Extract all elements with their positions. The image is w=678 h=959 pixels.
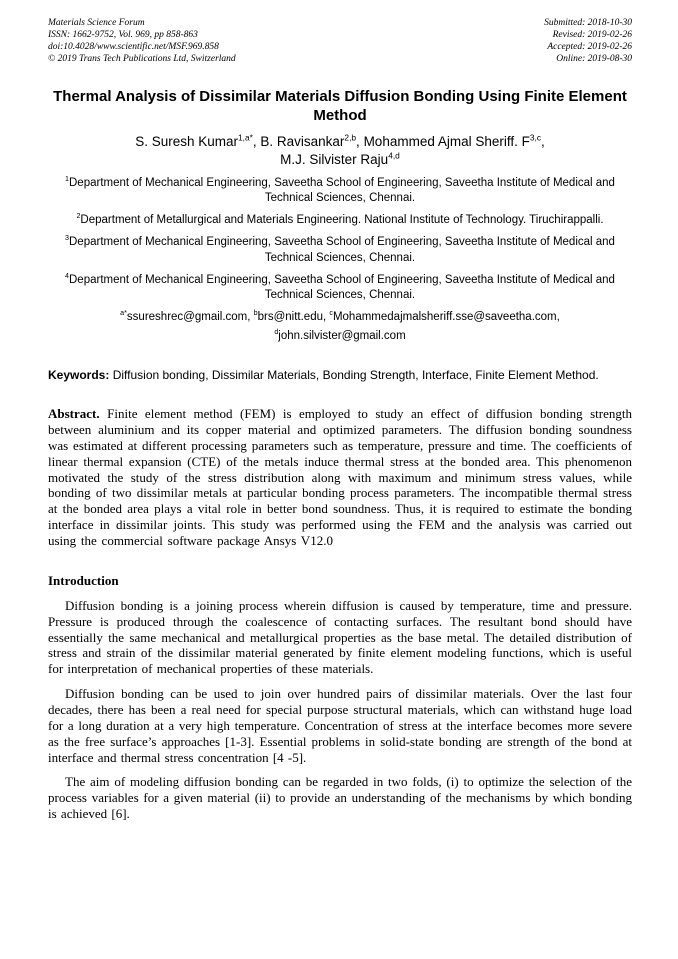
email-marker: a* <box>120 309 127 318</box>
author-affiliation-marker: 4,d <box>388 150 400 161</box>
keywords-block <box>48 368 632 384</box>
email-address: ssureshrec@gmail.com, <box>126 311 251 324</box>
doi-line: doi:10.4028/www.scientific.net/MSF.969.858 <box>48 41 219 52</box>
affiliation-text: Department of Mechanical Engineering, Saveetha School of Engineering, Saveetha Institute of Medical and Technical Sciences, Chennai. <box>69 236 615 264</box>
authors-line-1 <box>48 133 632 151</box>
introduction-paragraph-1: Diffusion bonding is a joining process wherein diffusion is caused by temperature, time and pressure. Pressure is produced through the coalescence of contacting surfaces. The resultant bond should have essentially the same mechanical and metallurgical properties as the base metal. The detailed distribution of stress and strain of the dissimilar material generated by finite element modeling functions, which is useful for interpretation of mechanical properties of these materials. <box>48 597 632 677</box>
revised-date: Revised: 2019-02-26 <box>552 29 632 40</box>
abstract-label: Abstract. <box>48 406 100 422</box>
copyright-line: © 2019 Trans Tech Publications Ltd, Switzerland <box>48 53 236 64</box>
author-name: S. Suresh Kumar <box>135 133 238 149</box>
email-address: john.silvister@gmail.com <box>278 330 406 343</box>
author-affiliation-marker: 3,c <box>529 132 542 142</box>
journal-name: Materials Science Forum <box>48 18 145 28</box>
affiliation-4 <box>48 273 632 303</box>
issn-volume-pages: ISSN: 1662-9752, Vol. 969, pp 858-863 <box>48 29 198 40</box>
authors-line-2 <box>48 151 632 169</box>
affiliation-text: Department of Mechanical Engineering, Saveetha School of Engineering, Saveetha Institute of Medical and Technical Sciences, Chennai. <box>69 273 615 301</box>
authors-block <box>48 133 632 169</box>
author-name: Mohammed Ajmal Sheriff. F <box>363 133 530 149</box>
affiliation-marker: 3 <box>65 234 69 243</box>
affiliation-marker: 1 <box>65 175 69 184</box>
online-date: Online: 2019-08-30 <box>556 53 632 64</box>
paper-title: Thermal Analysis of Dissimilar Materials Diffusion Bonding Using Finite Element Method <box>53 87 627 124</box>
email-marker: b <box>253 309 258 318</box>
keywords-label: Keywords: <box>48 368 110 383</box>
author-separator: , <box>252 133 261 149</box>
affiliation-marker: 2 <box>76 212 81 221</box>
affiliation-text: Department of Metallurgical and Materials Engineering. National Institute of Technology. Tiruchirappalli. <box>80 214 604 227</box>
affiliation-text: Department of Mechanical Engineering, Saveetha School of Engineering, Saveetha Institute of Medical and Technical Sciences, Chennai. <box>69 176 615 205</box>
author-affiliation-marker: 2,b <box>344 132 357 142</box>
email-address: Mohammedajmalsheriff.sse@saveetha.com, <box>332 311 560 324</box>
email-marker: d <box>274 328 279 337</box>
author-name: M.J. Silvister Raju <box>280 151 389 167</box>
abstract-text: Finite element method (FEM) is employed to study an effect of diffusion bonding strength between aluminium and its copper material and optimized parameters. The diffusion bonding soundness was estimated at different processing parameters such as temperature, pressure and time. The coefficients of linear thermal expansion (CTE) of the metals induce thermal stress at the bonded area. This phenomenon motivated the study of the stress distribution along with maximum and minimum stress values, while bonding of two dissimilar metals at particular bonding process parameters. The incompatible thermal stress at the bonded area plays a vital role in better bond soundness. Thus, it is required to estimate the bonding interface in dissimilar joints. This study was performed using the FEM and the analysis was carried out using the commercial software package Ansys V12.0 <box>48 406 633 548</box>
emails-line-2 <box>48 329 632 344</box>
email-address: brs@nitt.edu, <box>257 311 327 324</box>
journal-header <box>48 18 632 66</box>
emails-line-1 <box>48 310 632 325</box>
author-separator: , <box>541 133 545 149</box>
affiliation-3 <box>48 235 632 265</box>
affiliation-marker: 4 <box>65 271 69 280</box>
affiliation-1 <box>48 176 632 206</box>
accepted-date: Accepted: 2019-02-26 <box>547 41 632 52</box>
affiliation-2 <box>48 213 632 228</box>
introduction-heading: Introduction <box>48 572 119 588</box>
keywords-text: Diffusion bonding, Dissimilar Materials, Bonding Strength, Interface, Finite Element Method. <box>112 368 599 383</box>
email-marker: c <box>329 309 333 318</box>
author-separator: , <box>356 133 364 149</box>
submitted-date: Submitted: 2018-10-30 <box>544 18 632 28</box>
author-affiliation-marker: 1,a* <box>237 132 253 142</box>
author-name: B. Ravisankar <box>260 133 345 149</box>
submission-dates-block <box>544 18 632 66</box>
abstract-block <box>48 406 632 549</box>
introduction-paragraph-2: Diffusion bonding can be used to join over hundred pairs of dissimilar materials. Over the last four decades, there has been a real need for special purpose structural materials, which can withstand huge load for a long duration at a very high temperature. Concentration of stress at the interface becomes more severe as the free surface’s approaches [1-3]. Essential problems in solid-state bonding are strength of the bond at interface and thermal stress concentration [4 -5]. <box>48 686 632 765</box>
author-emails <box>48 310 632 344</box>
introduction-paragraph-3: The aim of modeling diffusion bonding can be regarded in two folds, (i) to optimize the selection of the process variables for a given material (ii) to provide an understanding of the mechanisms by which bonding is achieved [6]. <box>48 774 632 822</box>
journal-info-block <box>48 18 236 66</box>
